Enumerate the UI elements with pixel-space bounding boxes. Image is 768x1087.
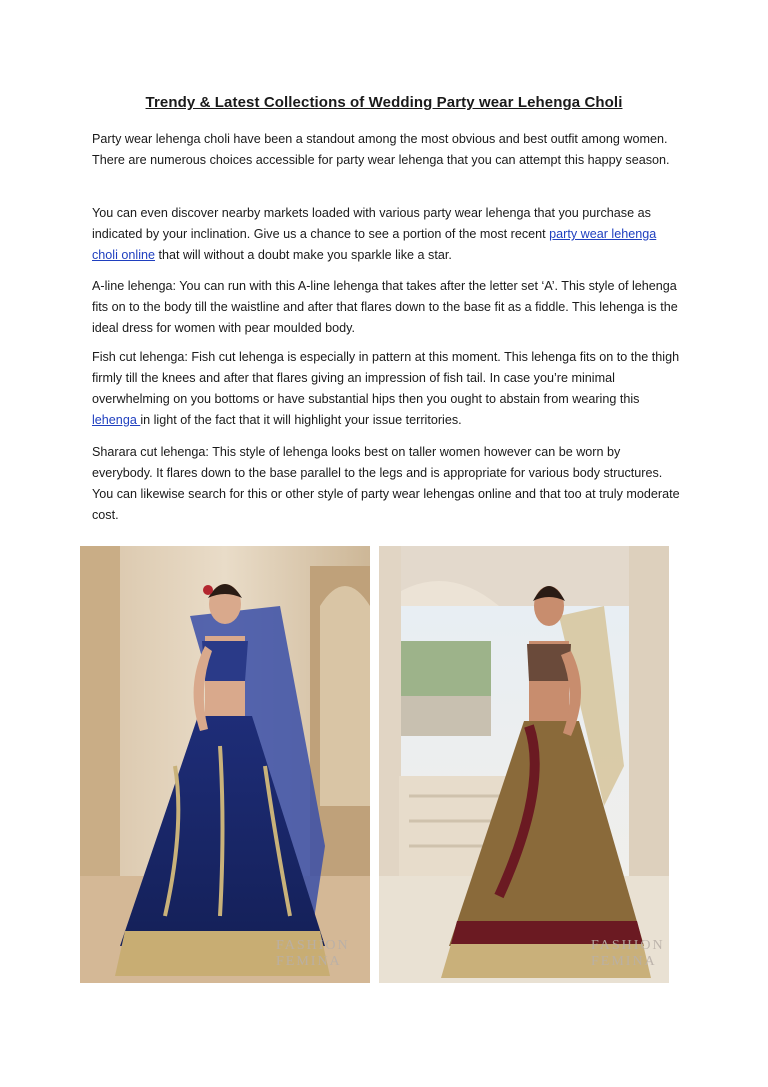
watermark-line-2: FEMINA <box>276 954 342 969</box>
page-title: Trendy & Latest Collections of Wedding Party wear Lehenga Choli <box>145 94 623 111</box>
paragraph-intro: Party wear lehenga choli have been a standout among the most obvious and best outfit among women. There are numerous choices accessible for party wear lehenga that you can attempt this happy season. <box>92 132 670 167</box>
gold-lehenga-photo <box>379 546 669 983</box>
fashion-femina-watermark <box>276 938 350 970</box>
paragraph-markets-text: You can even discover nearby markets loaded with various party wear lehenga that you purchase as indicated by your inclination. Give us a chance to see a portion of the most recent <box>92 206 651 241</box>
paragraph-markets-text-end: that will without a doubt make you sparkle like a star. <box>155 248 452 262</box>
blue-lehenga-photo <box>80 546 370 983</box>
party-wear-lehenga-link[interactable]: party wear lehenga choli online <box>92 227 657 262</box>
fashion-femina-watermark-2 <box>591 938 665 970</box>
paragraph-sharara: Sharara cut lehenga: This style of lehenga looks best on taller women however can be worn by everybody. It flares down to the base parallel to the legs and is appropriate for various body structures. You can likewise search for this or other style of party wear lehengas online and that too at truly moderate cost. <box>92 445 680 522</box>
paragraph-a-line: A-line lehenga: You can run with this A-line lehenga that takes after the letter set ‘A’. This style of lehenga fits on to the body till the waistline and after that flares down to the base fit as a fiddle. This lehenga is the ideal dress for women with pear moulded body. <box>92 279 678 335</box>
paragraph-fish-cut-text-end: in light of the fact that it will highlight your issue territories. <box>140 413 462 427</box>
lehenga-link[interactable]: lehenga <box>92 413 141 427</box>
watermark2-line-1: FASHION <box>591 938 665 953</box>
paragraph-fish-cut-text: Fish cut lehenga: Fish cut lehenga is especially in pattern at this moment. This lehenga fits on to the thigh firmly till the knees and after that flares giving an impression of fish tail. In case you’re minimal overwhelming on you bottoms or have substantial hips then you ought to abstain from wearing this <box>92 350 680 406</box>
watermark2-line-2: FEMINA <box>591 954 657 969</box>
paragraph-fish-cut <box>92 347 682 431</box>
watermark-line-1: FASHION <box>276 938 350 953</box>
paragraph-markets <box>92 203 682 266</box>
